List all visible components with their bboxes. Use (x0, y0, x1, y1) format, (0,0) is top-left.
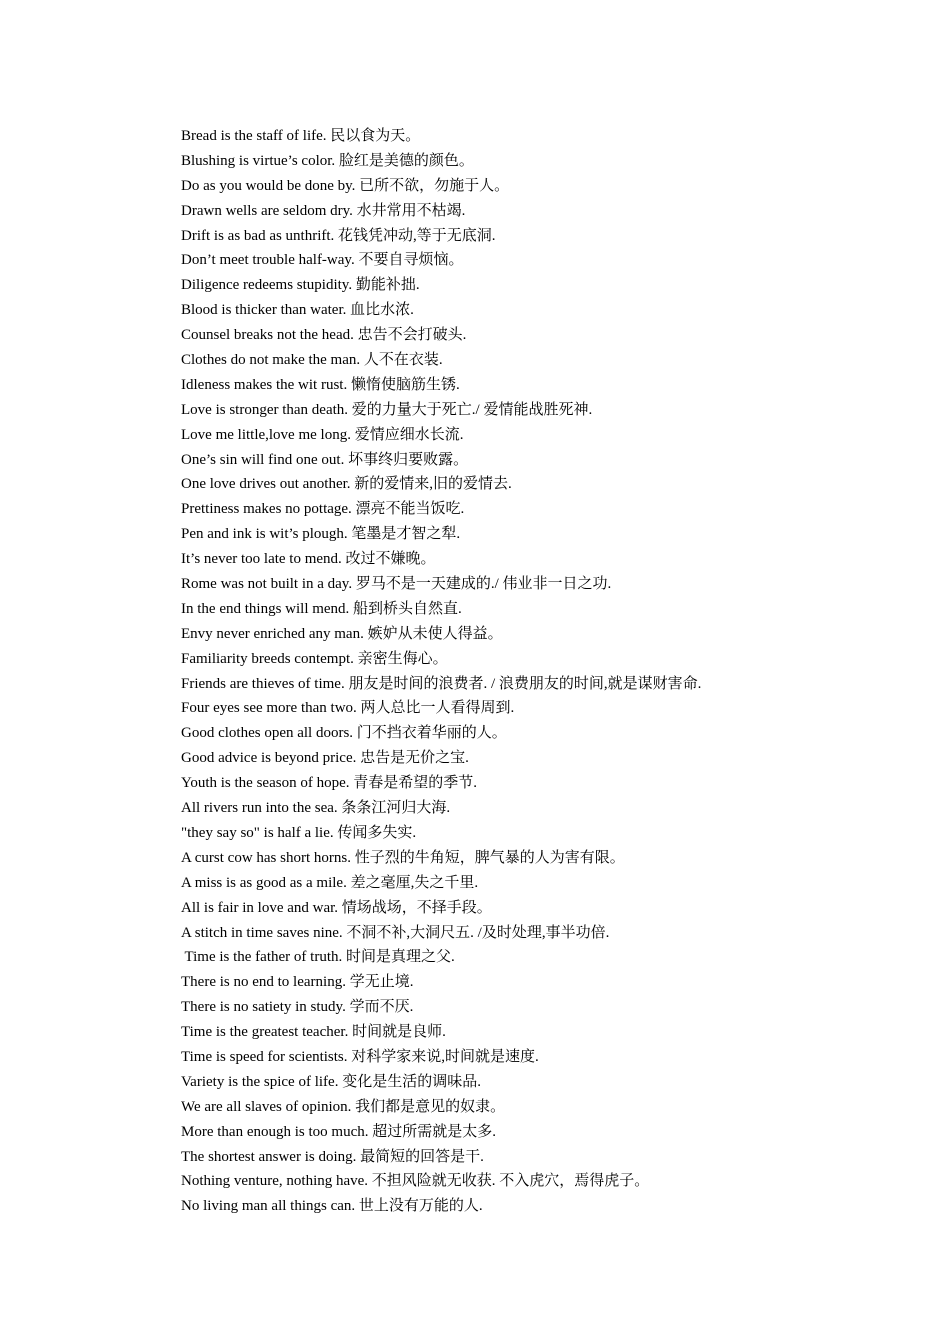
proverb-line: Blushing is virtue’s color. 脸红是美德的颜色。 (181, 152, 474, 169)
proverb-line: Don’t meet trouble half-way. 不要自寻烦恼。 (181, 252, 464, 269)
proverb-line: Envy never enriched any man. 嫉妒从未使人得益。 (181, 625, 503, 642)
proverb-line: In the end things will mend. 船到桥头自然直. (181, 600, 462, 617)
proverb-line: Friends are thieves of time. 朋友是时间的浪费者. / 浪费朋友的时间,就是谋财害命. (181, 675, 702, 692)
proverb-line: One’s sin will find one out. 坏事终归要败露。 (181, 451, 469, 468)
proverb-list (181, 124, 701, 1219)
proverb-line: Youth is the season of hope. 青春是希望的季节. (181, 775, 477, 792)
proverb-line: Familiarity breeds contempt. 亲密生侮心。 (181, 650, 448, 667)
proverb-line: Pen and ink is wit’s plough. 笔墨是才智之犁. (181, 526, 461, 543)
proverb-line: One love drives out another. 新的爱情来,旧的爱情去. (181, 476, 512, 493)
proverb-line: Drift is as bad as unthrift. 花钱凭冲动,等于无底洞. (181, 227, 496, 244)
proverb-line: A curst cow has short horns. 性子烈的牛角短，脾气暴的人为害有限。 (181, 849, 625, 866)
proverb-line: Love me little,love me long. 爱情应细水长流. (181, 426, 464, 443)
proverb-line: Bread is the staff of life. 民以食为天。 (181, 128, 421, 144)
proverb-line: Prettiness makes no pottage. 漂亮不能当饭吃. (181, 501, 465, 518)
proverb-line: Drawn wells are seldom dry. 水井常用不枯竭. (181, 202, 466, 219)
proverb-line: Four eyes see more than two. 两人总比一人看得周到. (181, 700, 515, 717)
proverb-line: The shortest answer is doing. 最简短的回答是干. (181, 1148, 484, 1165)
proverb-line: Good clothes open all doors. 门不挡衣着华丽的人。 (181, 725, 507, 742)
proverb-line: There is no satiety in study. 学而不厌. (181, 999, 414, 1016)
proverb-line: Rome was not built in a day. 罗马不是一天建成的./ 伟业非一日之功. (181, 576, 612, 593)
proverb-line: All rivers run into the sea. 条条江河归大海. (181, 800, 451, 817)
proverb-line: Love is stronger than death. 爱的力量大于死亡./ 爱情能战胜死神. (181, 401, 593, 418)
proverb-line: Time is the father of truth. 时间是真理之父. (181, 949, 455, 966)
proverb-line: All is fair in love and war. 情场战场，不择手段。 (181, 899, 492, 916)
proverb-line: Diligence redeems stupidity. 勤能补拙. (181, 277, 420, 294)
proverb-line: A miss is as good as a mile. 差之毫厘,失之千里. (181, 874, 479, 891)
proverb-line: More than enough is too much. 超过所需就是太多. (181, 1123, 496, 1140)
proverb-line: Idleness makes the wit rust. 懒惰使脑筋生锈. (181, 376, 460, 393)
proverb-line: Variety is the spice of life. 变化是生活的调味品. (181, 1073, 481, 1090)
proverb-line: A stitch in time saves nine. 不洞不补,大洞尺五. /及时处理,事半功倍. (181, 924, 610, 941)
proverb-line: Counsel breaks not the head. 忠告不会打破头. (181, 327, 467, 344)
proverb-line: It’s never too late to mend. 改过不嫌晚。 (181, 551, 436, 568)
proverb-line: Do as you would be done by. 已所不欲，勿施于人。 (181, 177, 510, 194)
proverb-line: Good advice is beyond price. 忠告是无价之宝. (181, 750, 469, 767)
proverb-line: Time is the greatest teacher. 时间就是良师. (181, 1024, 446, 1041)
proverb-line: "they say so" is half a lie. 传闻多失实. (181, 824, 417, 841)
proverb-line: There is no end to learning. 学无止境. (181, 974, 414, 991)
proverb-line: Clothes do not make the man. 人不在衣装. (181, 352, 443, 369)
proverb-line: Blood is thicker than water. 血比水浓. (181, 302, 414, 319)
proverb-line: Time is speed for scientists. 对科学家来说,时间就是速度. (181, 1048, 539, 1065)
proverb-line: We are all slaves of opinion. 我们都是意见的奴隶。 (181, 1098, 506, 1115)
proverb-line: No living man all things can. 世上没有万能的人. (181, 1198, 483, 1215)
proverb-line: Nothing venture, nothing have. 不担风险就无收获. 不入虎穴，焉得虎子。 (181, 1173, 650, 1190)
